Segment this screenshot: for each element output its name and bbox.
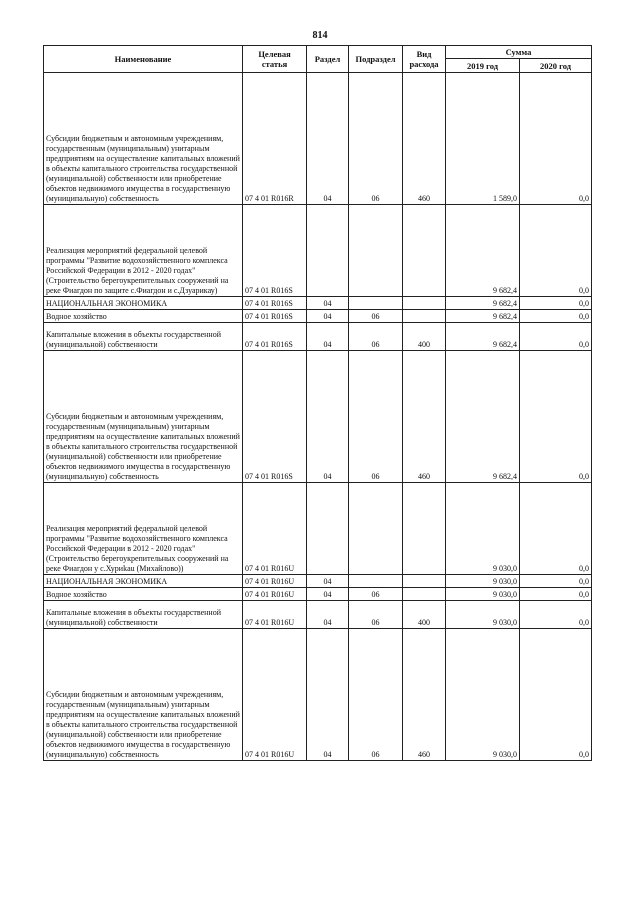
cell-subsection: 06 (349, 588, 403, 601)
table-row (44, 575, 592, 588)
cell-expense-type: 460 (403, 629, 446, 761)
cell-subsection: 06 (349, 323, 403, 351)
cell-section: 04 (307, 588, 349, 601)
cell-sum-2020: 0,0 (520, 629, 592, 761)
table-row (44, 205, 592, 297)
cell-name: НАЦИОНАЛЬНАЯ ЭКОНОМИКА (44, 575, 243, 588)
cell-sum-2020: 0,0 (520, 601, 592, 629)
cell-sum-2019: 9 030,0 (446, 575, 520, 588)
cell-subsection: 06 (349, 629, 403, 761)
cell-sum-2020: 0,0 (520, 73, 592, 205)
cell-expense-type (403, 310, 446, 323)
table-row (44, 588, 592, 601)
table-row (44, 483, 592, 575)
cell-section (307, 483, 349, 575)
header-year-2019: 2019 год (446, 59, 520, 73)
cell-article: 07 4 01 R016S (243, 351, 307, 483)
cell-section: 04 (307, 323, 349, 351)
cell-subsection: 06 (349, 73, 403, 205)
cell-subsection (349, 205, 403, 297)
cell-article: 07 4 01 R016U (243, 575, 307, 588)
page-number: 814 (312, 30, 328, 41)
cell-sum-2020: 0,0 (520, 351, 592, 483)
cell-sum-2019: 9 682,4 (446, 297, 520, 310)
cell-name: Водное хозяйство (44, 310, 243, 323)
cell-sum-2020: 0,0 (520, 297, 592, 310)
cell-section: 04 (307, 629, 349, 761)
cell-sum-2019: 9 682,4 (446, 323, 520, 351)
cell-sum-2019: 9 030,0 (446, 601, 520, 629)
cell-article: 07 4 01 R016U (243, 629, 307, 761)
cell-expense-type (403, 297, 446, 310)
cell-expense-type (403, 588, 446, 601)
budget-table (43, 45, 592, 761)
cell-article: 07 4 01 R016S (243, 297, 307, 310)
cell-sum-2020: 0,0 (520, 588, 592, 601)
cell-sum-2020: 0,0 (520, 205, 592, 297)
cell-name: Субсидии бюджетным и автономным учреждениям, государственным (муниципальным) унитарным предприятиям на осуществление капитальных вложений в объекты капитального строительства государственной (муниципальной) собственности или приобретение объектов недвижимого имущества в государственную (муниципальную) собственность (44, 629, 243, 761)
cell-sum-2019: 1 589,0 (446, 73, 520, 205)
cell-sum-2019: 9 682,4 (446, 351, 520, 483)
cell-sum-2020: 0,0 (520, 323, 592, 351)
cell-subsection (349, 297, 403, 310)
cell-expense-type: 460 (403, 73, 446, 205)
cell-expense-type: 400 (403, 601, 446, 629)
cell-section (307, 205, 349, 297)
header-article: Целевая статья (243, 46, 307, 73)
header-section: Раздел (307, 46, 349, 73)
header-expense-type: Вид расхода (403, 46, 446, 73)
table-row (44, 323, 592, 351)
cell-sum-2019: 9 682,4 (446, 205, 520, 297)
cell-article: 07 4 01 R016U (243, 483, 307, 575)
table-row (44, 73, 592, 205)
cell-sum-2019: 9 682,4 (446, 310, 520, 323)
cell-article: 07 4 01 R016S (243, 323, 307, 351)
cell-expense-type: 400 (403, 323, 446, 351)
table-row (44, 297, 592, 310)
cell-expense-type (403, 205, 446, 297)
cell-subsection: 06 (349, 601, 403, 629)
cell-expense-type (403, 483, 446, 575)
cell-article: 07 4 01 R016S (243, 310, 307, 323)
table-row (44, 629, 592, 761)
header-year-2020: 2020 год (520, 59, 592, 73)
cell-sum-2020: 0,0 (520, 310, 592, 323)
cell-subsection: 06 (349, 351, 403, 483)
cell-expense-type (403, 575, 446, 588)
cell-sum-2020: 0,0 (520, 483, 592, 575)
cell-subsection: 06 (349, 310, 403, 323)
cell-name: Водное хозяйство (44, 588, 243, 601)
cell-name: Капитальные вложения в объекты государственной (муниципальной) собственности (44, 601, 243, 629)
table-row (44, 310, 592, 323)
cell-article: 07 4 01 R016U (243, 601, 307, 629)
cell-article: 07 4 01 R016S (243, 205, 307, 297)
cell-name: Реализация мероприятий федеральной целевой программы "Развитие водохозяйственного комплекса Российской Федерации в 2012 - 2020 годах" (Строительство берегоукрепительных сооружений на реке Фиагдон по защите с.Фиагдон и с.Дзуарикау) (44, 205, 243, 297)
cell-article: 07 4 01 R016U (243, 588, 307, 601)
cell-section: 04 (307, 601, 349, 629)
cell-sum-2020: 0,0 (520, 575, 592, 588)
header-sum: Сумма (446, 46, 592, 59)
cell-section: 04 (307, 73, 349, 205)
cell-name: НАЦИОНАЛЬНАЯ ЭКОНОМИКА (44, 297, 243, 310)
cell-name: Капитальные вложения в объекты государственной (муниципальной) собственности (44, 323, 243, 351)
cell-name: Субсидии бюджетным и автономным учреждениям, государственным (муниципальным) унитарным предприятиям на осуществление капитальных вложений в объекты капитального строительства государственной (муниципальной) собственности или приобретение объектов недвижимого имущества в государственную (муниципальную) собственность (44, 73, 243, 205)
cell-sum-2019: 9 030,0 (446, 588, 520, 601)
cell-section: 04 (307, 310, 349, 323)
cell-sum-2019: 9 030,0 (446, 483, 520, 575)
cell-subsection (349, 575, 403, 588)
cell-section: 04 (307, 297, 349, 310)
cell-sum-2019: 9 030,0 (446, 629, 520, 761)
table-row (44, 601, 592, 629)
cell-expense-type: 460 (403, 351, 446, 483)
cell-section: 04 (307, 575, 349, 588)
cell-name: Реализация мероприятий федеральной целевой программы "Развитие водохозяйственного комплекса Российской Федерации в 2012 - 2020 годах" (Строительство берегоукрепительных сооружений на реке Фиагдон у с.Хуриkau (Михайлово)) (44, 483, 243, 575)
cell-subsection (349, 483, 403, 575)
table-row (44, 351, 592, 483)
header-subsection: Подраздел (349, 46, 403, 73)
cell-name: Субсидии бюджетным и автономным учреждениям, государственным (муниципальным) унитарным предприятиям на осуществление капитальных вложений в объекты капитального строительства государственной (муниципальной) собственности или приобретение объектов недвижимого имущества в государственную (муниципальную) собственность (44, 351, 243, 483)
cell-article: 07 4 01 R016R (243, 73, 307, 205)
cell-section: 04 (307, 351, 349, 483)
header-name: Наименование (44, 46, 243, 73)
